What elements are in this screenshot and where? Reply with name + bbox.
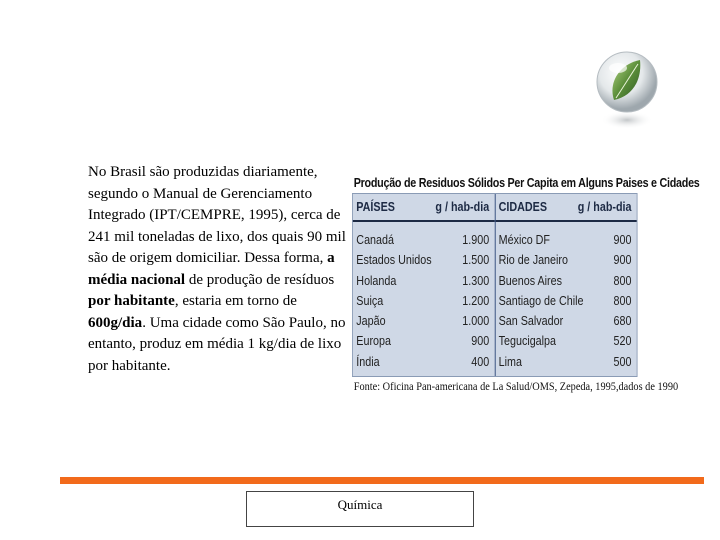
leaf-globe-icon <box>594 48 660 132</box>
cities-header-row <box>495 194 636 220</box>
waste-table <box>352 193 638 377</box>
footer-box <box>246 491 474 527</box>
country-value: 400 <box>471 354 490 369</box>
table-row <box>495 230 636 250</box>
country-name: Suiça <box>356 293 384 308</box>
countries-unit-header: g / hab-dia <box>435 200 490 214</box>
countries-header: PAÍSES <box>356 200 395 214</box>
country-value: 1.200 <box>462 293 490 308</box>
body-text-part: No Brasil são produzidas diariamente, segundo o Manual de Gerenciamento Integrado (IPT/CEMPRE, 1995), cerca de 241 mil toneladas de lixo, dos quais 90 mil são de origem domiciliar. Dessa forma, <box>88 164 346 266</box>
country-name: Índia <box>356 354 380 369</box>
city-value: 900 <box>613 253 632 268</box>
city-value: 900 <box>613 233 632 247</box>
city-name: Buenos Aires <box>498 273 562 288</box>
table-row <box>353 291 494 311</box>
table-title: Produção de Residuos Sólidos Per Capita em Alguns Paises e Cidades <box>353 176 700 190</box>
countries-column <box>353 194 494 376</box>
city-name: Santiago de Chile <box>498 293 584 308</box>
table-row <box>495 311 636 331</box>
country-value: 1.300 <box>462 273 490 288</box>
cities-header: CIDADES <box>498 200 548 214</box>
city-name: Rio de Janeiro <box>498 253 568 268</box>
country-name: Europa <box>356 334 391 349</box>
country-value: 1.500 <box>462 253 490 268</box>
header-divider <box>353 220 494 222</box>
table-row <box>353 311 494 331</box>
body-bold-por-habitante: por habitante <box>88 293 175 309</box>
body-text-part: , estaria em torno de <box>174 293 297 309</box>
country-name: Canadá <box>356 233 394 247</box>
table-row <box>495 250 636 270</box>
country-value: 1.900 <box>462 233 490 247</box>
cities-unit-header: g / hab-dia <box>577 200 632 214</box>
table-row <box>495 331 636 351</box>
cities-column <box>494 194 636 376</box>
city-name: Tegucigalpa <box>498 334 557 349</box>
table-row <box>353 250 494 270</box>
table-row <box>353 352 494 372</box>
country-name: Holanda <box>356 273 397 288</box>
table-row <box>353 230 494 250</box>
accent-bar <box>60 477 704 484</box>
body-bold-600g-dia: 600g/dia <box>88 314 143 331</box>
city-name: México DF <box>498 233 551 247</box>
country-value: 1.000 <box>462 314 490 329</box>
table-source: Fonte: Oficina Pan-americana de La Salud/OMS, Zepeda, 1995,dados de 1990 <box>353 379 679 394</box>
city-value: 800 <box>613 273 632 288</box>
city-name: Lima <box>498 354 522 369</box>
table-row <box>353 331 494 351</box>
city-value: 500 <box>613 354 632 369</box>
body-bold-media-nacional: a média nacional <box>88 250 335 288</box>
city-value: 800 <box>613 293 632 308</box>
country-name: Japão <box>356 314 386 329</box>
city-value: 680 <box>613 314 632 329</box>
footer-label: Química <box>337 497 383 512</box>
header-divider <box>495 220 636 222</box>
country-value: 900 <box>471 334 490 349</box>
city-name: San Salvador <box>498 314 564 329</box>
table-row <box>353 271 494 291</box>
table-row <box>495 271 636 291</box>
table-row <box>495 352 636 372</box>
country-name: Estados Unidos <box>356 253 432 268</box>
table-row <box>495 291 636 311</box>
city-value: 520 <box>613 334 632 349</box>
body-text-part: . Uma cidade como São Paulo, no entanto, produz em média 1 kg/dia de lixo por habitante. <box>88 314 346 374</box>
body-text-part: de produção de resíduos <box>185 271 335 288</box>
body-paragraph <box>88 162 356 377</box>
waste-table-figure <box>352 176 700 394</box>
countries-header-row <box>353 194 494 220</box>
